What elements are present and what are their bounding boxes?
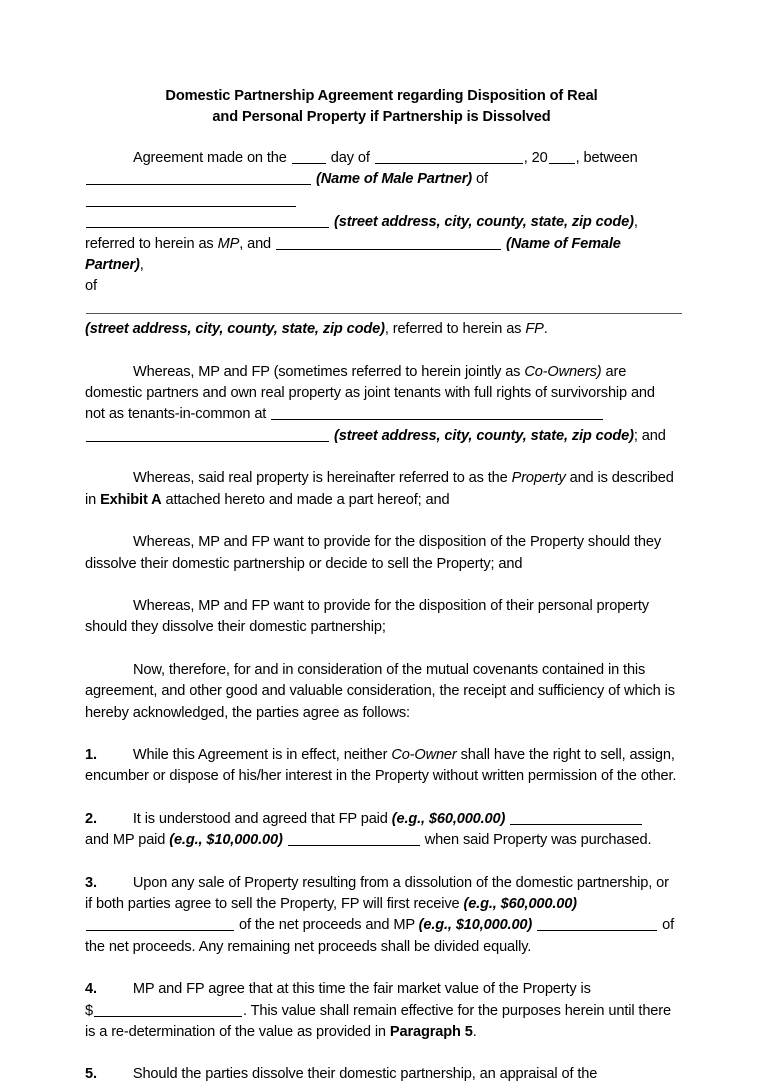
intro-of-1: of: [475, 171, 488, 188]
clause-1-part-1: While this Agreement is in effect, neither: [132, 746, 388, 763]
intro-paragraph: [85, 148, 678, 341]
spacer: [85, 1043, 678, 1064]
clause-1-part-2: shall have the right to sell, assign, encumber or dispose of his/her interest in the Property without written permission of the other.: [85, 746, 677, 785]
intro-seg-3: , 20: [523, 150, 548, 166]
whereas-paragraph-4: [85, 596, 678, 639]
clause-1: [85, 745, 678, 788]
clause-1-number: 1.: [85, 746, 97, 763]
clause-4-part-3: .: [472, 1024, 477, 1040]
whereas-2-part-3: attached hereto and made a part hereof; and: [165, 491, 450, 508]
page-title: [85, 86, 678, 128]
spacer: [85, 639, 678, 660]
spacer: [85, 958, 678, 979]
page-title-line-2: and Personal Property if Partnership is Dissolved: [212, 109, 551, 125]
clause-2-part-1: It is understood and agreed that FP paid: [132, 810, 388, 827]
abbr-mp-1: MP: [217, 235, 240, 252]
blank-mp-proceeds-share[interactable]: [537, 917, 657, 931]
intro-seg-4: , between: [575, 150, 638, 166]
blank-property-address-line-2[interactable]: [86, 427, 329, 441]
blank-fair-market-value[interactable]: [94, 1002, 242, 1016]
clause-3-part-2: of the net proceeds and MP: [239, 917, 415, 934]
blank-fp-proceeds-share[interactable]: [86, 917, 234, 931]
label-name-of-female-partner: (Name of Female Partner): [85, 235, 621, 274]
spacer: [85, 511, 678, 532]
term-paragraph-5: Paragraph 5: [389, 1024, 473, 1040]
blank-year[interactable]: [549, 150, 575, 164]
intro-period: .: [543, 321, 548, 338]
whereas-2-part-2: and is described in: [85, 470, 674, 508]
intro-of-2: of: [85, 278, 97, 295]
blank-female-partner-name[interactable]: [276, 235, 501, 249]
clause-5-part-1: Should the parties dissolve their domestic partnership, an appraisal of the: [132, 1066, 598, 1083]
example-amount-mp-paid: (e.g., $10,000.00): [169, 832, 283, 849]
clause-4-part-1: MP and FP agree that at this time the fair market value of the Property is: [132, 981, 591, 998]
clause-5-number: 5.: [85, 1066, 97, 1083]
clause-4-part-2: . This value shall remain effective for the purposes herein until there is a re-determination of the value as provided in: [85, 1002, 671, 1040]
blank-mp-paid-amount[interactable]: [288, 832, 420, 846]
whereas-3-text: Whereas, MP and FP want to provide for the disposition of the Property should they dissolve their domestic partnership or decide to sell the Property; and: [85, 534, 662, 572]
blank-property-address-line-1[interactable]: [271, 406, 603, 420]
spacer: [85, 788, 678, 809]
clause-4-number: 4.: [85, 981, 97, 998]
spacer: [85, 128, 678, 148]
spacer: [85, 341, 678, 362]
clause-2-part-3: when said Property was purchased.: [424, 832, 652, 849]
example-amount-fp-paid: (e.g., $60,000.00): [391, 810, 506, 827]
term-property: Property: [511, 470, 566, 487]
clause-3-part-3: of the net proceeds. Any remaining net proceeds shall be divided equally.: [85, 917, 674, 955]
now-therefore-paragraph: [85, 660, 678, 724]
whereas-1-part-2: are domestic partners and own real property as joint tenants with full rights of survivorship and not as tenants-in-common at: [85, 363, 655, 423]
intro-seg-1: Agreement made on the: [133, 150, 287, 166]
clause-3: [85, 873, 678, 959]
page-title-line-1: Domestic Partnership Agreement regarding Disposition of Real: [165, 88, 598, 104]
blank-male-partner-address-1[interactable]: [86, 192, 296, 206]
blank-fp-paid-amount[interactable]: [510, 810, 642, 824]
spacer: [85, 575, 678, 596]
label-street-address-3: (street address, city, county, state, zip code): [334, 427, 634, 444]
intro-seg-5: referred to herein as: [85, 235, 214, 252]
blank-male-partner-name[interactable]: [86, 171, 311, 185]
whereas-4-text: Whereas, MP and FP want to provide for the disposition of their personal property should they dissolve their domestic partnership;: [85, 597, 649, 636]
clause-4: [85, 979, 678, 1043]
clause-2-part-2: and MP paid: [85, 832, 166, 849]
whereas-1-part-1: Whereas, MP and FP (sometimes referred to herein jointly as: [133, 363, 521, 380]
example-amount-fp-proceeds: (e.g., $60,000.00): [463, 895, 577, 912]
term-co-owner: Co-Owner: [391, 746, 457, 763]
clause-2: [85, 809, 678, 852]
intro-seg-2: day of: [330, 150, 370, 166]
intro-comma-1: ,: [633, 214, 638, 231]
example-amount-mp-proceeds: (e.g., $10,000.00): [418, 917, 533, 934]
spacer: [85, 852, 678, 873]
intro-seg-7: , referred to herein as: [384, 321, 522, 338]
now-therefore-text: Now, therefore, for and in consideration of the mutual covenants contained in this agreement, and other good and valuable consideration, the receipt and sufficiency of which is hereby acknowledged, the parties agree as follows:: [85, 661, 675, 721]
blank-month[interactable]: [375, 150, 523, 164]
blank-female-partner-address[interactable]: [86, 299, 682, 313]
clause-2-number: 2.: [85, 810, 97, 827]
clause-3-number: 3.: [85, 874, 97, 891]
label-street-address-2: (street address, city, county, state, zip code): [85, 321, 385, 338]
whereas-paragraph-3: [85, 532, 678, 575]
intro-comma-2: ,: [139, 257, 144, 274]
whereas-1-part-3: ; and: [633, 427, 666, 444]
clause-4-dollar-sign: $: [85, 1002, 93, 1019]
term-co-owners: Co-Owners): [524, 363, 602, 380]
spacer: [85, 447, 678, 468]
label-street-address-1: (street address, city, county, state, zip code): [334, 214, 634, 231]
term-exhibit-a: Exhibit A: [100, 491, 162, 508]
abbr-fp-1: FP: [525, 321, 544, 338]
whereas-paragraph-1: [85, 362, 678, 448]
label-name-of-male-partner: (Name of Male Partner): [316, 171, 472, 188]
clause-3-part-1: Upon any sale of Property resulting from a dissolution of the domestic partnership, or if both parties agree to sell the Property, FP will first receive: [85, 874, 669, 912]
spacer: [85, 724, 678, 745]
whereas-paragraph-2: [85, 468, 678, 511]
blank-day[interactable]: [292, 150, 326, 164]
whereas-2-part-1: Whereas, said real property is hereinafter referred to as the: [133, 470, 508, 487]
blank-male-partner-address-2[interactable]: [86, 214, 329, 228]
intro-seg-6: , and: [239, 235, 271, 252]
clause-5: [85, 1064, 678, 1085]
